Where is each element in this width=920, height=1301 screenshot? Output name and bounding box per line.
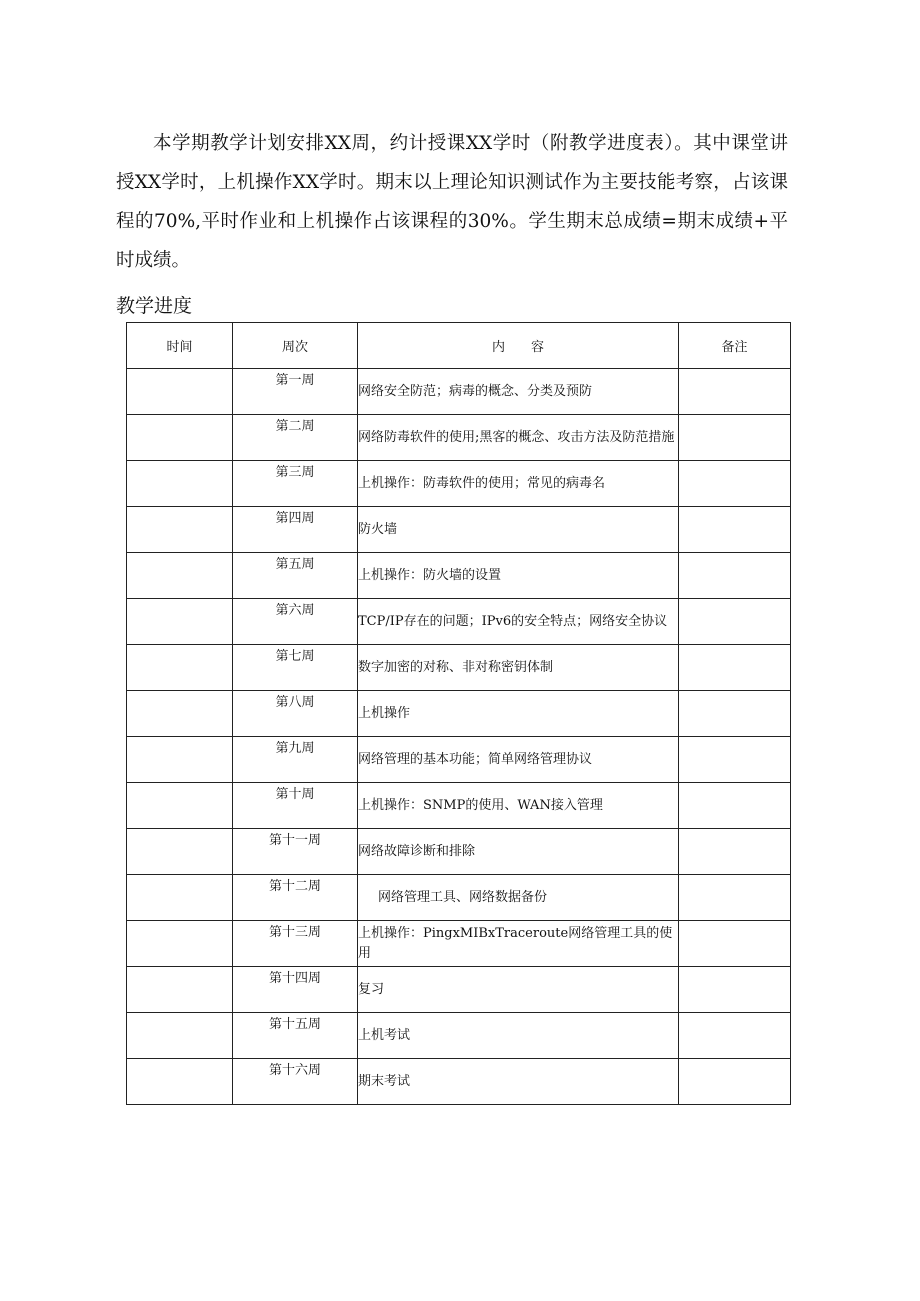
cell-content: 上机操作：PingxMIBxTraceroute网络管理工具的使用 — [358, 921, 679, 967]
cell-remark — [679, 921, 791, 967]
cell-content: 网络防毒软件的使用;黑客的概念、攻击方法及防范措施 — [358, 415, 679, 461]
cell-time — [127, 783, 233, 829]
cell-remark — [679, 1013, 791, 1059]
table-row — [127, 461, 791, 507]
cell-remark — [679, 369, 791, 415]
section-title: 教学进度 — [116, 295, 193, 317]
cell-time — [127, 369, 233, 415]
table-body — [127, 369, 791, 1105]
cell-time — [127, 829, 233, 875]
cell-content: TCP/IP存在的问题；IPv6的安全特点；网络安全协议 — [358, 599, 679, 645]
cell-remark — [679, 829, 791, 875]
table-row — [127, 645, 791, 691]
cell-time — [127, 921, 233, 967]
table-row — [127, 829, 791, 875]
header-row — [127, 323, 791, 369]
cell-week: 第七周 — [233, 645, 358, 691]
table-row — [127, 875, 791, 921]
cell-time — [127, 553, 233, 599]
cell-remark — [679, 1059, 791, 1105]
cell-time — [127, 1059, 233, 1105]
cell-time — [127, 415, 233, 461]
cell-week: 第十周 — [233, 783, 358, 829]
cell-week: 第八周 — [233, 691, 358, 737]
header-remark: 备注 — [679, 323, 791, 369]
cell-content: 上机操作：SNMP的使用、WAN接入管理 — [358, 783, 679, 829]
cell-week: 第十一周 — [233, 829, 358, 875]
table-row — [127, 1059, 791, 1105]
cell-remark — [679, 691, 791, 737]
cell-content: 期末考试 — [358, 1059, 679, 1105]
cell-remark — [679, 461, 791, 507]
cell-time — [127, 599, 233, 645]
table-header — [127, 323, 791, 369]
cell-remark — [679, 783, 791, 829]
cell-week: 第二周 — [233, 415, 358, 461]
table-row — [127, 691, 791, 737]
cell-content: 上机操作：防火墙的设置 — [358, 553, 679, 599]
cell-remark — [679, 415, 791, 461]
cell-content: 上机考试 — [358, 1013, 679, 1059]
table-row — [127, 369, 791, 415]
cell-time — [127, 691, 233, 737]
cell-time — [127, 507, 233, 553]
cell-time — [127, 875, 233, 921]
cell-content: 网络安全防范；病毒的概念、分类及预防 — [358, 369, 679, 415]
intro-text — [116, 124, 788, 280]
table-row — [127, 553, 791, 599]
cell-time — [127, 1013, 233, 1059]
table-row — [127, 1013, 791, 1059]
cell-content: 复习 — [358, 967, 679, 1013]
header-week: 周次 — [233, 323, 358, 369]
cell-time — [127, 645, 233, 691]
table-row — [127, 599, 791, 645]
intro-paragraph: 本学期教学计划安排XX周，约计授课XX学时（附教学进度表）。其中课堂讲授XX学时，上机操作XX学时。期末以上理论知识测试作为主要技能考察，占该课程的70%,平时作业和上机操作占该课程的30%。学生期末总成绩=期末成绩+平时成绩。 — [116, 133, 788, 271]
cell-content: 防火墙 — [358, 507, 679, 553]
cell-week: 第五周 — [233, 553, 358, 599]
cell-time — [127, 737, 233, 783]
cell-week: 第四周 — [233, 507, 358, 553]
cell-remark — [679, 553, 791, 599]
table-row — [127, 967, 791, 1013]
cell-time — [127, 967, 233, 1013]
header-content: 内 容 — [358, 323, 679, 369]
cell-week: 第十六周 — [233, 1059, 358, 1105]
table-row — [127, 415, 791, 461]
header-time: 时间 — [127, 323, 233, 369]
cell-week: 第十三周 — [233, 921, 358, 967]
cell-week: 第九周 — [233, 737, 358, 783]
table-row — [127, 921, 791, 967]
cell-content: 上机操作：防毒软件的使用；常见的病毒名 — [358, 461, 679, 507]
cell-content: 网络故障诊断和排除 — [358, 829, 679, 875]
cell-remark — [679, 645, 791, 691]
teaching-schedule-table — [126, 322, 791, 1105]
cell-week: 第十五周 — [233, 1013, 358, 1059]
cell-week: 第六周 — [233, 599, 358, 645]
cell-remark — [679, 967, 791, 1013]
table-row — [127, 783, 791, 829]
cell-week: 第十四周 — [233, 967, 358, 1013]
cell-remark — [679, 737, 791, 783]
cell-week: 第三周 — [233, 461, 358, 507]
cell-remark — [679, 875, 791, 921]
table-row — [127, 737, 791, 783]
cell-content: 网络管理的基本功能；简单网络管理协议 — [358, 737, 679, 783]
table-row — [127, 507, 791, 553]
cell-time — [127, 461, 233, 507]
cell-week: 第十二周 — [233, 875, 358, 921]
cell-remark — [679, 599, 791, 645]
cell-content: 上机操作 — [358, 691, 679, 737]
cell-content: 数字加密的对称、非对称密钥体制 — [358, 645, 679, 691]
cell-remark — [679, 507, 791, 553]
cell-week: 第一周 — [233, 369, 358, 415]
cell-content: 网络管理工具、网络数据备份 — [358, 875, 679, 921]
